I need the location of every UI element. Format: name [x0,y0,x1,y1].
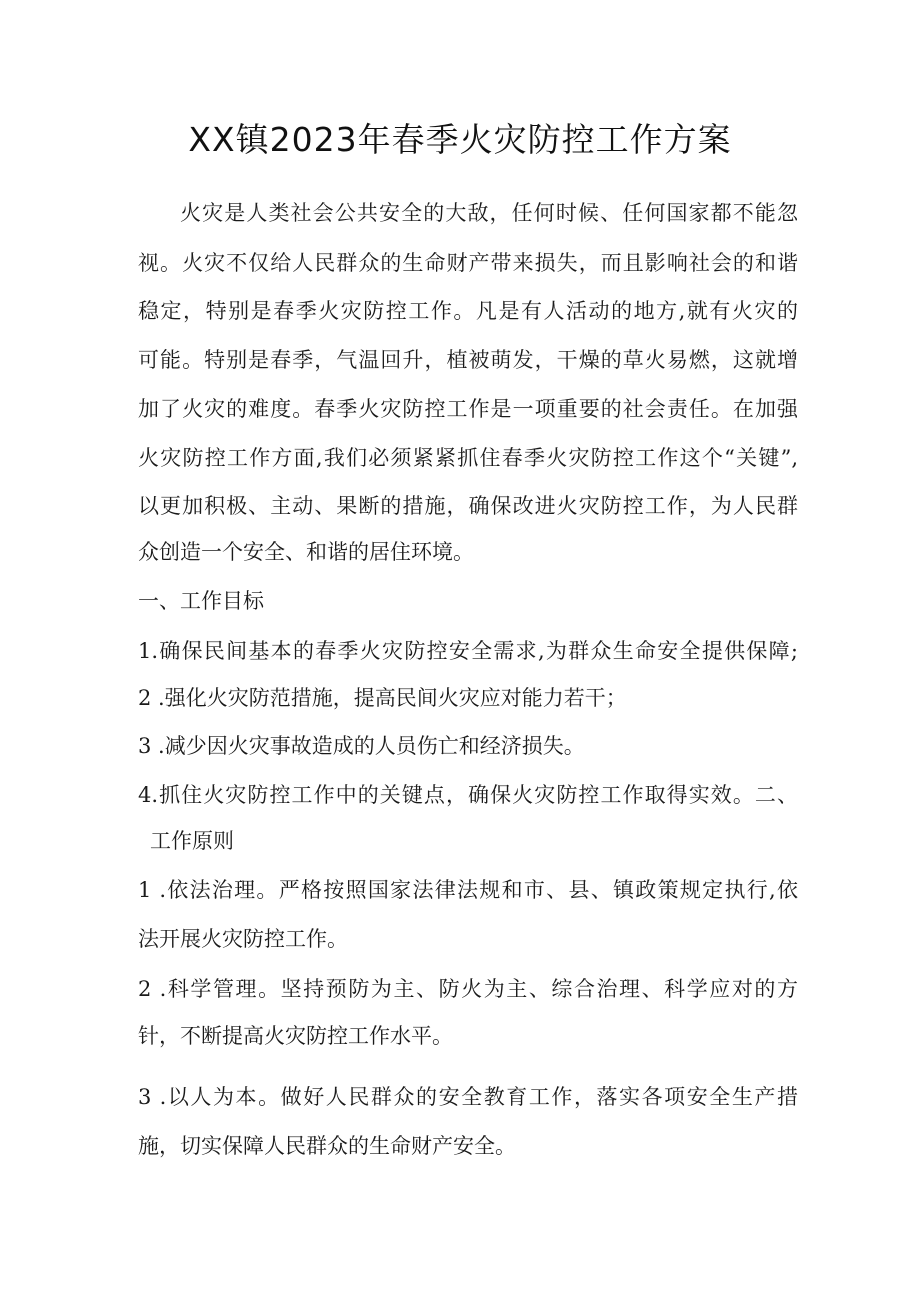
list-item-continuation: 法开展火灾防控工作。 [138,927,348,951]
document-title: XX镇2023年春季火灾防控工作方案 [188,120,732,159]
paragraph-line: 以更加积极、主动、果断的措施，确保改进火灾防控工作，为人民群 [138,494,798,518]
section-heading: 工作原则 [150,829,234,853]
paragraph-line: 火灾是人类社会公共安全的大敌，任何时候、任何国家都不能忽 [180,201,798,225]
list-item: 3 .以人为本。做好人民群众的安全教育工作，落实各项安全生产措 [138,1085,798,1109]
paragraph-line: 火灾防控工作方面,我们必须紧紧抓住春季火灾防控工作这个“关键”, [138,446,798,470]
list-item-continuation: 施，切实保障人民群众的生命财产安全。 [138,1134,516,1158]
list-item: 2 .强化火灾防范措施，提高民间火灾应对能力若干； [138,686,627,710]
list-item: 2 .科学管理。坚持预防为主、防火为主、综合治理、科学应对的方 [138,977,798,1001]
section-heading: 一、工作目标 [138,589,264,613]
paragraph-line: 众创造一个安全、和谐的居住环境。 [138,540,474,564]
list-item-continuation: 针，不断提高火灾防控工作水平。 [138,1024,453,1048]
paragraph-line: 加了火灾的难度。春季火灾防控工作是一项重要的社会责任。在加强 [138,397,798,421]
paragraph-line: 稳定，特别是春季火灾防控工作。凡是有人活动的地方,就有火灾的 [138,299,798,323]
list-item: 1.确保民间基本的春季火灾防控安全需求,为群众生命安全提供保障; [138,639,798,663]
paragraph-line: 可能。特别是春季，气温回升，植被萌发，干燥的草火易燃，这就增 [138,348,798,372]
list-item: 4.抓住火灾防控工作中的关键点，确保火灾防控工作取得实效。二、 [138,783,798,807]
paragraph-line: 视。火灾不仅给人民群众的生命财产带来损失，而且影响社会的和谐 [138,251,798,275]
list-item: 1 .依法治理。严格按照国家法律法规和市、县、镇政策规定执行,依 [138,878,798,902]
list-item: 3 .减少因火灾事故造成的人员伤亡和经济损失。 [138,734,585,758]
